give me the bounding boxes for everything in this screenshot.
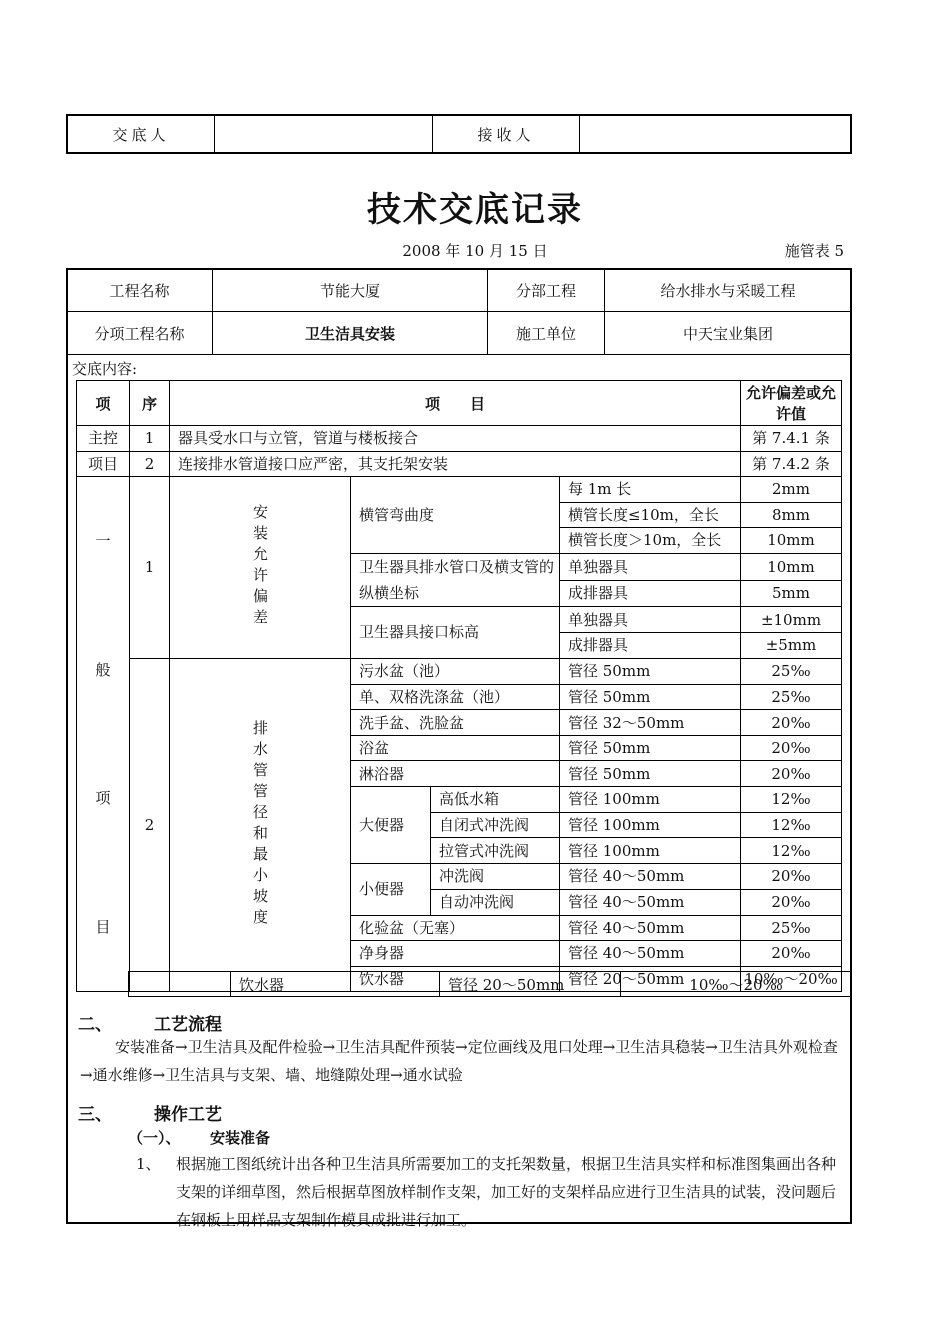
install-cond: 成排器具 [560, 580, 741, 607]
section3-num: 三、 [78, 1105, 112, 1125]
drain-value: 20‰ [741, 710, 842, 736]
install-value: ±5mm [741, 633, 842, 659]
drain-value: 20‰ [741, 941, 842, 967]
drain-item: 浴盆 [351, 735, 560, 761]
main-row-item: 器具受水口与立管，管道与楼板接合 [170, 426, 741, 452]
handover-label: 交底人 [67, 115, 215, 153]
overflow-cond: 管径 20～50mm [440, 972, 621, 997]
install-value: 8mm [741, 502, 842, 528]
general-group-label [77, 477, 130, 992]
subitem: 卫生洁具安装 [213, 312, 488, 355]
section3-sub-title: 安装准备 [210, 1129, 271, 1147]
form-number: 施管表 5 [784, 242, 844, 260]
drain-cond: 管径 40～50mm [560, 941, 741, 967]
install-no: 1 [130, 477, 170, 659]
drain-cond: 管径 40～50mm [560, 890, 741, 916]
section2-text: 安装准备→卫生洁具及配件检验→卫生洁具配件预装→定位画线及甩口处理→卫生洁具稳装→卫生洁具外观检查→通水维修→卫生洁具与支架、墙、地缝隙处理→通水试验 [80, 1038, 838, 1084]
drain-item: 拉管式冲洗阀 [431, 838, 560, 864]
overflow-empty [129, 972, 231, 997]
drain-item: 化验盆（无塞） [351, 915, 560, 941]
overflow-value: 10‰～20‰ [621, 972, 852, 997]
section3-item-text: 根据施工图纸统计出各种卫生洁具所需要加工的支托架数量，根据卫生洁具实样和标准图集画出各种支架的详细草图，然后根据草图放样制作支架，加工好的支架样品应进行卫生洁具的试装，没问题后在钢板上用样品支架制作模具成批进行加工。 [176, 1155, 837, 1229]
project-name-label: 工程名称 [67, 269, 213, 312]
drain-item: 自动冲洗阀 [431, 890, 560, 916]
drain-item: 净身器 [351, 941, 560, 967]
install-value: 2mm [741, 477, 842, 503]
drain-value: 20‰ [741, 761, 842, 787]
header-item: 项 目 [170, 381, 741, 426]
drain-value: 12‰ [741, 812, 842, 838]
record-date: 2008 年 10 月 15 日 [402, 242, 548, 260]
contractor: 中天宝业集团 [605, 312, 852, 355]
drain-cond: 管径 100mm [560, 786, 741, 812]
drain-item: 饮水器 [351, 966, 560, 992]
page-title: 技术交底记录 [367, 190, 583, 230]
drain-value: 20‰ [741, 863, 842, 889]
header-seq: 序 [130, 381, 170, 426]
install-cond: 单独器具 [560, 553, 741, 580]
section2-num: 二、 [78, 1015, 112, 1035]
install-item: 卫生器具接口标高 [351, 607, 560, 659]
install-value: 10mm [741, 553, 842, 580]
drain-cond: 管径 50mm [560, 658, 741, 684]
drain-group: 大便器 [351, 786, 431, 863]
drain-value: 12‰ [741, 786, 842, 812]
division-label: 分部工程 [488, 269, 605, 312]
content-label: 交底内容: [72, 360, 138, 378]
install-value: 5mm [741, 580, 842, 607]
section3-item-num: 1、 [136, 1155, 161, 1173]
section2-title: 工艺流程 [154, 1015, 222, 1035]
drain-item: 洗手盆、洗脸盆 [351, 710, 560, 736]
drain-group: 小便器 [351, 863, 431, 915]
project-name: 节能大厦 [213, 269, 488, 312]
install-cond: 横管长度＞10m，全长 [560, 528, 741, 554]
install-cond: 横管长度≤10m，全长 [560, 502, 741, 528]
spec-table [76, 380, 842, 992]
receiver-value[interactable] [580, 115, 852, 153]
main-row-no: 1 [130, 426, 170, 452]
header-category: 项 [77, 381, 130, 426]
header-tolerance: 允许偏差或允许值 [741, 381, 842, 426]
section3-sub-num: （一）、 [128, 1129, 181, 1147]
drain-value: 20‰ [741, 890, 842, 916]
drain-item: 自闭式冲洗阀 [431, 812, 560, 838]
install-cond: 每 1m 长 [560, 477, 741, 503]
receiver-label: 接收人 [433, 115, 580, 153]
drain-value: 10‰～20‰ [741, 966, 842, 992]
general-label-char: 一 [95, 532, 111, 551]
overflow-item: 饮水器 [231, 972, 440, 997]
drain-cond: 管径 100mm [560, 812, 741, 838]
drain-cond: 管径 40～50mm [560, 915, 741, 941]
project-info-table [66, 268, 852, 355]
main-row-item: 连接排水管道接口应严密，其支托架安装 [170, 451, 741, 477]
drain-cond: 管径 50mm [560, 761, 741, 787]
drain-item: 淋浴器 [351, 761, 560, 787]
drain-cond: 管径 50mm [560, 684, 741, 710]
contractor-label: 施工单位 [488, 312, 605, 355]
overflow-row [128, 971, 852, 997]
division: 给水排水与采暖工程 [605, 269, 852, 312]
install-cond: 成排器具 [560, 633, 741, 659]
drain-label: 排水管管径和最小坡度 [170, 658, 351, 991]
drain-cond: 管径 100mm [560, 838, 741, 864]
install-item: 卫生器具排水管口及横支管的纵横坐标 [351, 553, 560, 607]
drain-cond: 管径 32～50mm [560, 710, 741, 736]
general-label-char: 项 [95, 789, 111, 808]
drain-item: 冲洗阀 [431, 863, 560, 889]
main-row-value: 第 7.4.2 条 [741, 451, 842, 477]
install-cond: 单独器具 [560, 607, 741, 633]
drain-item: 高低水箱 [431, 786, 560, 812]
main-group-label-2: 项目 [77, 451, 130, 477]
drain-value: 12‰ [741, 838, 842, 864]
drain-item: 污水盆（池） [351, 658, 560, 684]
install-item: 横管弯曲度 [351, 477, 560, 554]
general-label-char: 目 [95, 917, 111, 936]
handover-value[interactable] [215, 115, 433, 153]
drain-cond: 管径 40～50mm [560, 863, 741, 889]
install-value: 10mm [741, 528, 842, 554]
section3-title: 操作工艺 [154, 1105, 222, 1125]
subitem-label: 分项工程名称 [67, 312, 213, 355]
main-row-no: 2 [130, 451, 170, 477]
drain-no: 2 [130, 658, 170, 991]
main-row-value: 第 7.4.1 条 [741, 426, 842, 452]
drain-value: 25‰ [741, 658, 842, 684]
drain-item: 单、双格洗涤盆（池） [351, 684, 560, 710]
drain-value: 25‰ [741, 915, 842, 941]
signoff-table [66, 114, 852, 154]
main-group-label: 主控 [77, 426, 130, 452]
install-value: ±10mm [741, 607, 842, 633]
drain-cond: 管径 50mm [560, 735, 741, 761]
install-label: 安装允许偏差 [170, 477, 351, 659]
drain-value: 25‰ [741, 684, 842, 710]
drain-cond: 管径 20～50mm [560, 966, 741, 992]
general-label-char: 般 [95, 660, 111, 679]
drain-value: 20‰ [741, 735, 842, 761]
